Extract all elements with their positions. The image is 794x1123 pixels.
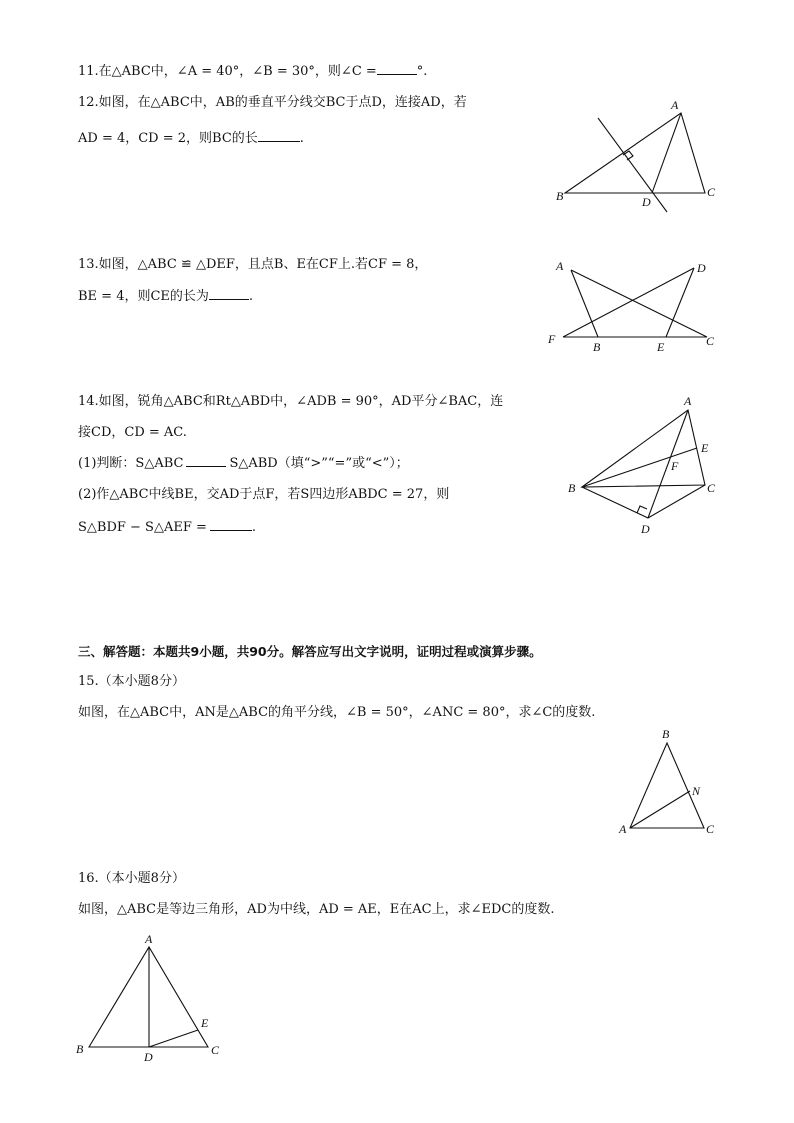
q13-label-c: C bbox=[706, 334, 715, 348]
q14-label-b: B bbox=[568, 481, 576, 495]
q12-line2-text: AD = 4，CD = 2，则BC的长 bbox=[78, 131, 258, 146]
q16-label-c: C bbox=[211, 1043, 220, 1057]
q16-label-a: A bbox=[145, 932, 153, 946]
q14-line1: 14.如图，锐角△ABC和Rt△ABD中，∠ADB = 90°，AD平分∠BAC，连 bbox=[78, 394, 504, 409]
q14-part2-suffix: . bbox=[251, 520, 257, 535]
q16-text: 如图，△ABC是等边三角形，AD为中线，AD = AE，E在AC上，求∠EDC的度数. bbox=[78, 902, 555, 917]
q14-part1-prefix: (1)判断：S△ABC bbox=[78, 456, 184, 471]
q15-label-a: A bbox=[619, 822, 627, 836]
q15-text: 如图，在△ABC中，AN是△ABC的角平分线，∠B = 50°，∠ANC = 80°，求∠C的度数. bbox=[78, 705, 596, 720]
q14-label-c: C bbox=[707, 481, 716, 495]
q13-suffix: . bbox=[248, 289, 254, 304]
q14-label-d: D bbox=[641, 522, 650, 536]
q13-label-e: E bbox=[657, 340, 665, 354]
q12-suffix: . bbox=[299, 131, 304, 146]
q15-label-n: N bbox=[692, 784, 701, 798]
q14-label-e: E bbox=[701, 441, 709, 455]
q14-part2-line1: (2)作△ABC中线BE，交AD于点F，若S四边形ABDC = 27，则 bbox=[78, 487, 450, 502]
q15-label-b: B bbox=[662, 727, 670, 741]
q12-label-a: A bbox=[671, 98, 679, 112]
section3-header: 三、解答题：本题共9小题，共90分。解答应写出文字说明，证明过程或演算步骤。 bbox=[78, 644, 542, 659]
q13-label-d: D bbox=[697, 261, 706, 275]
q13-line2-text: BE = 4，则CE的长为 bbox=[78, 289, 209, 304]
q14-part2-text: S△BDF − S△AEF = bbox=[78, 520, 207, 535]
q13-line1: 13.如图，△ABC ≌ △DEF，且点B、E在CF上.若CF = 8， bbox=[78, 257, 428, 272]
q12-label-c: C bbox=[707, 185, 716, 199]
q13-label-a: A bbox=[556, 259, 564, 273]
q16-label-e: E bbox=[201, 1016, 209, 1030]
q14-label-f: F bbox=[671, 459, 679, 473]
q12-line1: 12.如图，在△ABC中，AB的垂直平分线交BC于点D，连接AD，若 bbox=[78, 95, 467, 110]
q14-label-a: A bbox=[684, 394, 692, 408]
q12-label-b: B bbox=[556, 189, 564, 203]
q13-label-f: F bbox=[548, 332, 556, 346]
q16-label-b: B bbox=[76, 1042, 84, 1056]
q15-label-c: C bbox=[706, 822, 715, 836]
q12-label-d: D bbox=[642, 195, 651, 209]
q16-title: 16.（本小题8分） bbox=[78, 871, 185, 886]
q15-title: 15.（本小题8分） bbox=[78, 674, 185, 689]
q14-line2: 接CD，CD = AC. bbox=[78, 425, 187, 440]
q14-part1-suffix: S△ABD（填“>”“=”或“<”）； bbox=[229, 456, 409, 471]
q11-suffix: °. bbox=[416, 64, 428, 79]
q16-label-d: D bbox=[144, 1050, 153, 1064]
q13-label-b: B bbox=[593, 340, 601, 354]
q16-segment-de bbox=[149, 1030, 198, 1047]
q11-prefix: 11.在△ABC中，∠A = 40°，∠B = 30°，则∠C = bbox=[78, 64, 377, 79]
